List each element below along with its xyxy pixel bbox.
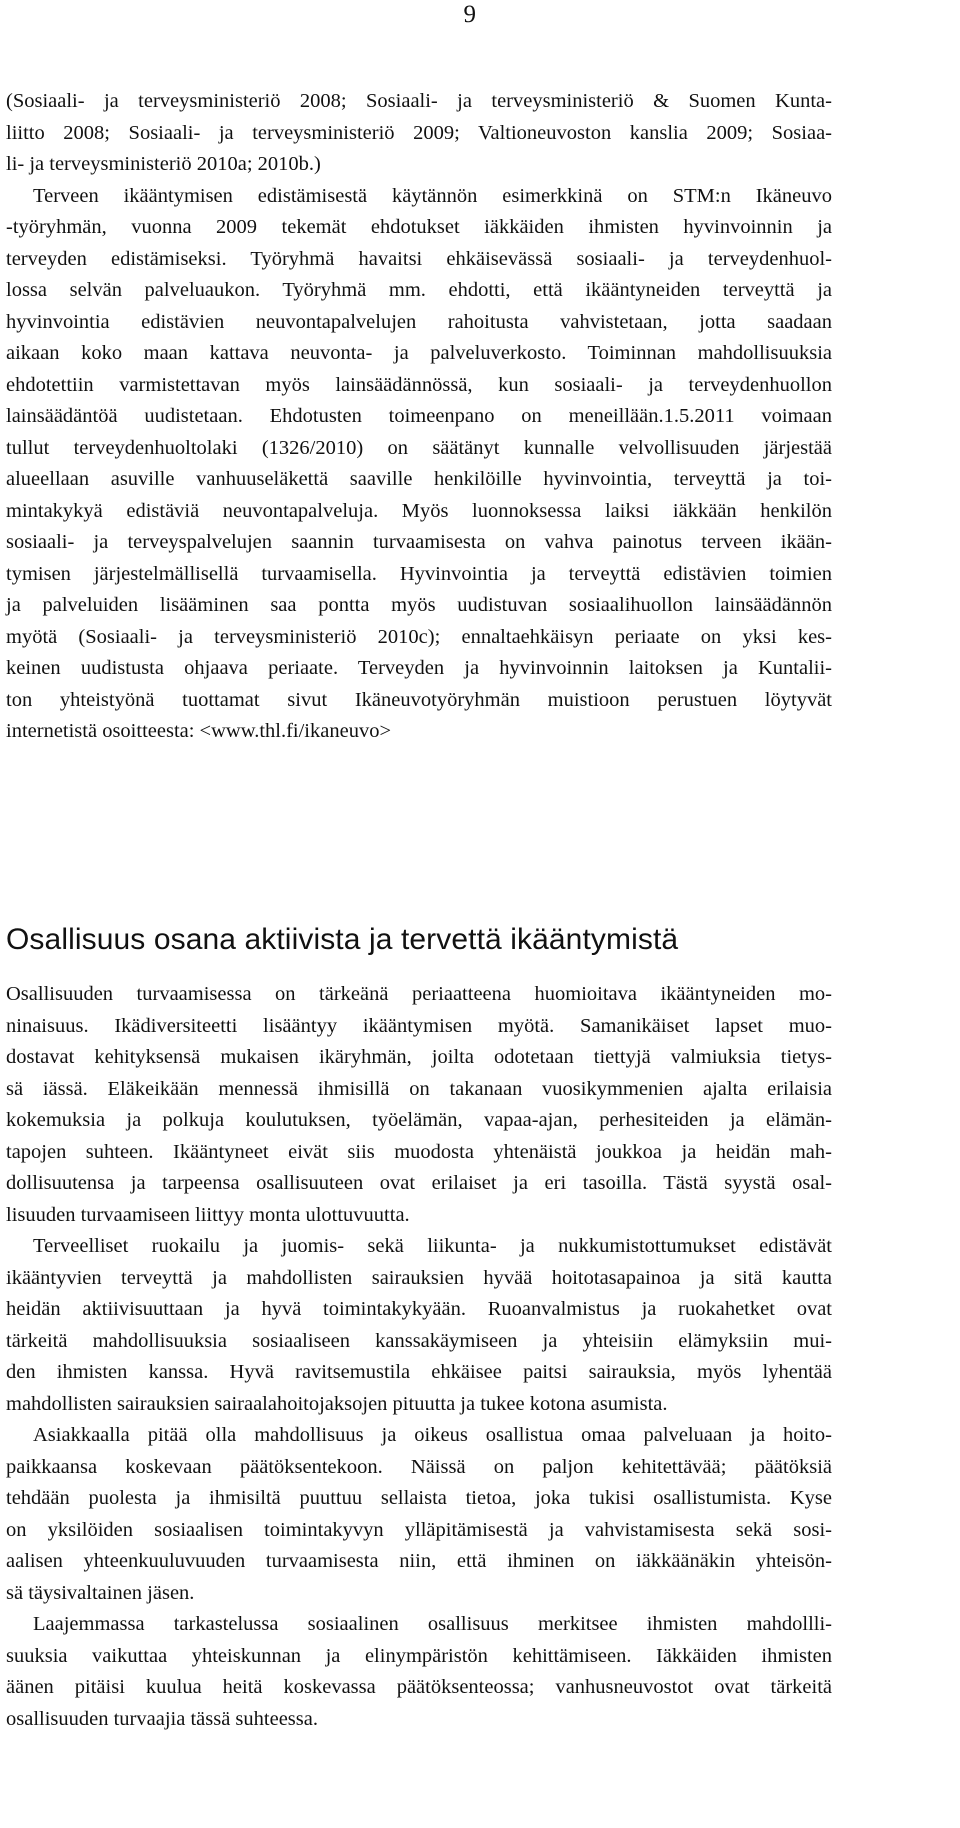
text-line: sosiaali- ja terveyspalvelujen saannin turvaamisesta on vahva painotus terveen ikään- bbox=[6, 531, 832, 553]
text-line: dollisuutensa ja tarpeensa osallisuuteen ovat erilaiset ja eri tasoilla. Tästä syystä osal- bbox=[6, 1172, 832, 1194]
text-line: tymisen järjestelmällisellä turvaamisella. Hyvinvointia ja terveyttä edistävien toimien bbox=[6, 562, 832, 585]
text-line: paikkaansa koskevaan päätöksentekoon. Näissä on paljon kehitettävää; päätöksiä bbox=[6, 1455, 832, 1478]
text-line: lossa selvän palveluaukon. Työryhmä mm. ehdotti, että ikääntyneiden terveyttä ja bbox=[6, 279, 832, 301]
body-paragraph bbox=[6, 1420, 832, 1609]
text-line: li- ja terveysministeriö 2010a; 2010b.) bbox=[6, 153, 321, 175]
text-line: hyvinvointia edistävien neuvontapalvelujen rahoitusta vahvistetaan, jotta saadaan bbox=[6, 310, 832, 333]
text-line: ikääntyvien terveyttä ja mahdollisten sairauksien hyvää hoitotasapainoa ja sitä kautta bbox=[6, 1266, 832, 1289]
body-paragraph bbox=[6, 1231, 832, 1420]
text-line: terveyden edistämiseksi. Työryhmä havaitsi ehkäisevässä sosiaali- ja terveydenhuol- bbox=[6, 247, 832, 270]
text-line: ton yhteistyönä tuottamat sivut Ikäneuvotyöryhmän muistioon perustuen löytyvät bbox=[6, 688, 832, 711]
text-line: lisuuden turvaamiseen liittyy monta ulottuvuutta. bbox=[6, 1203, 410, 1226]
body-paragraph bbox=[6, 979, 832, 1231]
text-line: mintakykyä edistäviä neuvontapalveluja. Myös luonnoksessa laiksi iäkkään henkilön bbox=[6, 499, 832, 522]
text-line: (Sosiaali- ja terveysministeriö 2008; Sosiaali- ja terveysministeriö & Suomen Kunta- bbox=[6, 90, 832, 112]
text-line: Osallisuuden turvaamisessa on tärkeänä periaatteena huomioitava ikääntyneiden mo- bbox=[6, 983, 832, 1005]
page-number: 9 bbox=[463, 1, 476, 28]
text-line: den ihmisten kanssa. Hyvä ravitsemustila ehkäisee paitsi sairauksia, myös lyhentää bbox=[6, 1361, 832, 1383]
text-line: Asiakkaalla pitää olla mahdollisuus ja oikeus osallistua omaa palveluaan ja hoito- bbox=[33, 1424, 832, 1446]
section-body bbox=[6, 979, 832, 1735]
text-line: osallisuuden turvaajia tässä suhteessa. bbox=[6, 1707, 318, 1730]
text-line: aikaan koko maan kattava neuvonta- ja palveluverkosto. Toiminnan mahdollisuuksia bbox=[6, 342, 832, 364]
text-line: tapojen suhteen. Ikääntyneet eivät siis muodosta yhtenäistä joukkoa ja heidän mah- bbox=[6, 1140, 832, 1163]
text-line: alueellaan asuville vanhuuseläkettä saaville henkilöille hyvinvointia, terveyttä ja toi- bbox=[6, 468, 832, 490]
text-line: suuksia vaikuttaa yhteiskunnan ja elinympäristön kehittämiseen. Iäkkäiden ihmisten bbox=[6, 1644, 832, 1667]
text-line: aalisen yhteenkuuluvuuden turvaamisesta niin, että ihminen on iäkkäänäkin yhteisön- bbox=[6, 1550, 832, 1572]
text-line: Terveelliset ruokailu ja juomis- sekä liikunta- ja nukkumistottumukset edistävät bbox=[33, 1235, 832, 1257]
text-line: sä iässä. Eläkeikään mennessä ihmisillä on takanaan vuosikymmenien ajalta erilaisia bbox=[6, 1077, 832, 1100]
text-line: tärkeitä mahdollisuuksia sosiaaliseen kanssakäymiseen ja yhteisiin elämyksiin mui- bbox=[6, 1329, 832, 1352]
text-line: Terveen ikääntymisen edistämisestä käytännön esimerkkinä on STM:n Ikäneuvo bbox=[33, 184, 832, 207]
text-line: kokemuksia ja polkuja koulutuksen, työelämän, vapaa-ajan, perhesiteiden ja elämän- bbox=[6, 1109, 832, 1131]
text-line: äänen pitäisi kuulua heitä koskevassa päätöksenteossa; vanhusneuvostot ovat tärkeitä bbox=[6, 1676, 832, 1698]
intro-paragraph bbox=[6, 86, 832, 748]
intro-text bbox=[6, 86, 832, 748]
text-line: tullut terveydenhuoltolaki (1326/2010) on säätänyt kunnalle velvollisuuden järjestää bbox=[6, 436, 832, 459]
text-line: mahdollisten sairauksien sairaalahoitojaksojen pituutta ja tukee kotona asumista. bbox=[6, 1392, 668, 1415]
text-line: ja palveluiden lisääminen saa pontta myös uudistuvan sosiaalihuollon lainsäädännön bbox=[6, 594, 832, 616]
text-line: myötä (Sosiaali- ja terveysministeriö 2010c); ennaltaehkäisyn periaate on yksi kes- bbox=[6, 625, 832, 648]
text-line: heidän aktiivisuuttaan ja hyvä toimintakykyään. Ruoanvalmistus ja ruokahetket ovat bbox=[6, 1298, 832, 1320]
text-line: liitto 2008; Sosiaali- ja terveysministeriö 2009; Valtioneuvoston kanslia 2009; Sosiaa- bbox=[6, 121, 832, 144]
text-line: internetistä osoitteesta: <www.thl.fi/ikaneuvo> bbox=[6, 720, 392, 742]
text-line: sä täysivaltainen jäsen. bbox=[6, 1581, 195, 1604]
text-line: dostavat kehityksensä mukaisen ikäryhmän, joilta odotetaan tiettyjä valmiuksia tietys- bbox=[6, 1046, 832, 1068]
section-heading: Osallisuus osana aktiivista ja tervettä ikääntymistä bbox=[6, 923, 679, 956]
text-line: ehdotettiin varmistettavan myös lainsäädännössä, kun sosiaali- ja terveydenhuollon bbox=[6, 373, 832, 396]
text-line: ninaisuus. Ikädiversiteetti lisääntyy ikääntymisen myötä. Samanikäiset lapset muo- bbox=[6, 1014, 832, 1037]
text-line: lainsäädäntöä uudistetaan. Ehdotusten toimeenpano on meneillään.1.5.2011 voimaan bbox=[6, 405, 832, 427]
text-line: tehdään puolesta ja ihmisiltä puuttuu sellaista tietoa, joka tukisi osallistumista. Kyse bbox=[6, 1487, 832, 1509]
body-paragraph bbox=[6, 1609, 832, 1735]
text-line: -työryhmän, vuonna 2009 tekemät ehdotukset iäkkäiden ihmisten hyvinvoinnin ja bbox=[6, 216, 832, 238]
text-line: on yksilöiden sosiaalisen toimintakyvyn ylläpitämisestä ja vahvistamisesta sekä sosi- bbox=[6, 1518, 832, 1541]
text-line: Laajemmassa tarkastelussa sosiaalinen osallisuus merkitsee ihmisten mahdollli- bbox=[33, 1613, 832, 1635]
text-line: keinen uudistusta ohjaava periaate. Terveyden ja hyvinvoinnin laitoksen ja Kuntalii- bbox=[6, 657, 832, 679]
